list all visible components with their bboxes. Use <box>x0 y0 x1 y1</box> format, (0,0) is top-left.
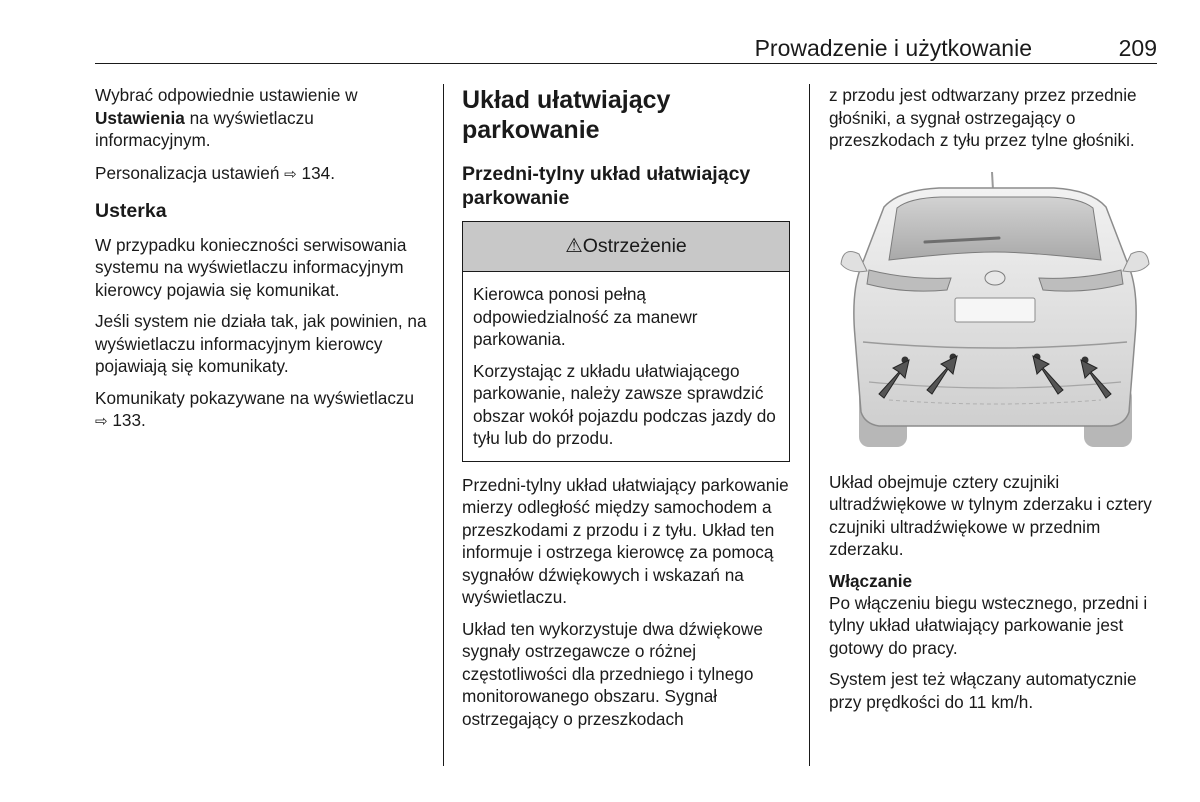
page-reference-arrow-icon: ⇨ <box>284 165 297 183</box>
column-divider-left <box>443 84 444 766</box>
messages-text: Komunikaty pokazywane na wyświetlaczu <box>95 387 415 408</box>
warning-paragraph-2: Korzystając z układu ułatwiającego parkowanie, należy zawsze sprawdzić obszar wokół pojazdu podczas jazdy do tyłu lub do przodu. <box>473 360 776 448</box>
warning-body <box>463 272 789 461</box>
reference-page: 134. <box>296 162 335 183</box>
intro-paragraph <box>95 84 430 152</box>
car-rear-sensors-figure <box>829 172 1159 457</box>
continued-paragraph: z przodu jest odtwarzany przez przednie głośniki, a sygnał ostrzegający o przeszkodach z tyłu przez tylne głośniki. <box>829 85 1137 150</box>
warning-title: Ostrzeżenie <box>582 235 687 258</box>
page-number: 209 <box>1118 35 1157 61</box>
warning-paragraph-1: Kierowca ponosi pełną odpowiedzialność za manewr parkowania. <box>473 284 698 349</box>
car-rear-sensors-illustration-icon <box>829 172 1159 457</box>
page-header <box>95 34 1157 64</box>
header-title: Prowadzenie i użytkowanie <box>754 35 1032 61</box>
column-left <box>95 84 430 443</box>
switch-on-paragraph: Po włączeniu biegu wstecznego, przedni i tylny układ ułatwiający parkowanie jest gotowy do pracy. <box>829 592 1148 658</box>
intro-text-post: na wyświetlaczu informacyjnym. <box>95 107 314 150</box>
warning-triangle-icon: ⚠ <box>565 235 583 258</box>
settings-term: Ustawienia <box>95 107 185 128</box>
fault-heading: Usterka <box>95 200 167 222</box>
column-right <box>829 84 1159 722</box>
intro-text: Wybrać odpowiednie ustawienie w <box>95 85 358 105</box>
fault-paragraph-1: W przypadku konieczności serwisowania systemu na wyświetlaczu informacyjnym kierowcy pojawia się komunikat. <box>95 234 407 300</box>
reference-text: Personalizacja ustawień <box>95 162 285 183</box>
page-reference-arrow-icon: ⇨ <box>95 413 108 430</box>
fault-paragraph-2: Jeśli system nie działa tak, jak powinien, na wyświetlaczu informacyjnym kierowcy pojawiają się komunikaty. <box>95 311 427 376</box>
description-paragraph-1: Przedni-tylny układ ułatwiający parkowanie mierzy odległość między samochodem a przeszkodami z przodu i z tyłu. Układ ten informuje i ostrzega kierowcę za pomocą sygnałów dźwiękowych i wskazań na wyświetlaczu. <box>462 474 789 607</box>
personalization-reference <box>95 162 430 187</box>
auto-activation-paragraph: System jest też włączany automatycznie przy prędkości do 11 km/h. <box>829 669 1137 712</box>
section-title: Układ ułatwiający parkowanie <box>462 86 671 144</box>
warning-header <box>463 222 789 272</box>
messages-page: 133. <box>107 410 146 430</box>
sensors-paragraph: Układ obejmuje cztery czujniki ultradźwiękowe w tylnym zderzaku i cztery czujniki ultradźwiękowe w przednim zderzaku. <box>829 471 1152 559</box>
section-subtitle: Przedni-tylny układ ułatwiający parkowanie <box>462 163 751 209</box>
column-middle <box>462 85 792 739</box>
warning-box <box>462 221 790 462</box>
switch-on-heading: Włączanie <box>829 570 913 591</box>
messages-reference <box>95 387 430 434</box>
description-paragraph-2: Układ ten wykorzystuje dwa dźwiękowe sygnały ostrzegawcze o różnej częstotliwości dla przedniego i tylnego monitorowanego obszaru. Sygnał ostrzegający o przeszkodach <box>462 618 763 729</box>
column-divider-right <box>809 84 810 766</box>
